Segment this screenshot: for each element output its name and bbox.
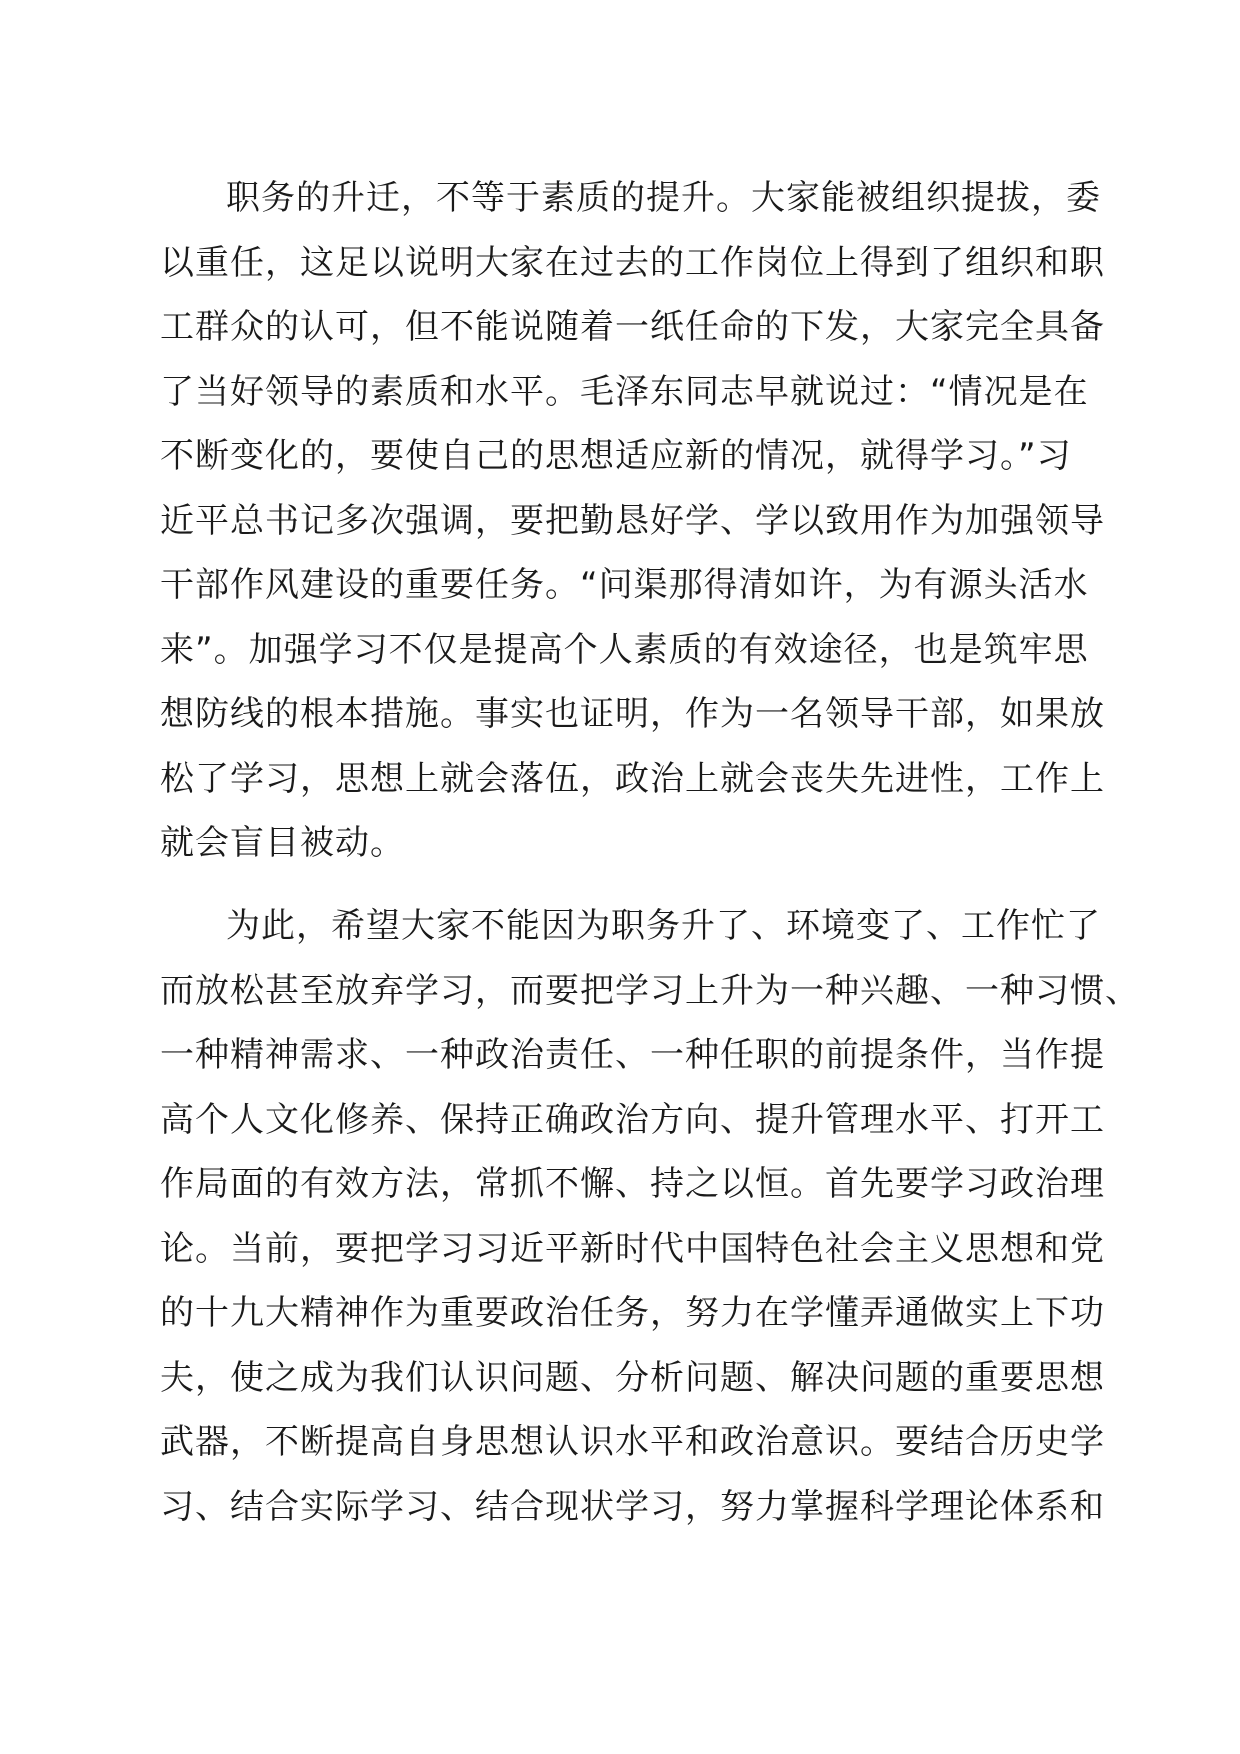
text-line: 一种精神需求、一种政治责任、一种任职的前提条件，当作提 [160,1035,1105,1075]
text-line: 松了学习，思想上就会落伍，政治上就会丧失先进性，工作上 [160,758,1105,799]
text-line: 武器，不断提高自身思想认识水平和政治意识。要结合历史学 [160,1422,1105,1462]
text-line: 为此，希望大家不能因为职务升了、环境变了、工作忙了 [226,906,1101,946]
paragraph-1 [160,166,1105,876]
text-line: 工群众的认可，但不能说随着一纸任命的下发，大家完全具备 [160,307,1105,347]
text-line: 而放松甚至放弃学习，而要把学习上升为一种兴趣、一种习惯、 [160,970,1140,1011]
text-line: 想防线的根本措施。事实也证明，作为一名领导干部，如果放 [160,694,1105,734]
text-line: 夫，使之成为我们认识问题、分析问题、解决问题的重要思想 [160,1357,1105,1398]
text-line: 作局面的有效方法，常抓不懈、持之以恒。首先要学习政治理 [160,1164,1105,1204]
text-line: 的十九大精神作为重要政治任务，努力在学懂弄通做实上下功 [160,1293,1105,1333]
text-line: 来”。加强学习不仅是提高个人素质的有效途径，也是筑牢思 [160,629,1089,670]
text-line: 习、结合实际学习、结合现状学习，努力掌握科学理论体系和 [160,1486,1105,1527]
text-line: 干部作风建设的重要任务。“问渠那得清如许，为有源头活水 [160,565,1089,605]
text-line: 论。当前，要把学习习近平新时代中国特色社会主义思想和党 [160,1228,1105,1269]
text-line: 不断变化的，要使自己的思想适应新的情况，就得学习。”习 [160,436,1072,476]
text-line: 近平总书记多次强调，要把勤恳好学、学以致用作为加强领导 [160,500,1105,541]
paragraph-2 [160,894,1140,1539]
text-line: 高个人文化修养、保持正确政治方向、提升管理水平、打开工 [160,1099,1105,1140]
text-line: 就会盲目被动。 [160,823,405,863]
text-line: 职务的升迁，不等于素质的提升。大家能被组织提拔，委 [226,178,1101,218]
text-line: 了当好领导的素质和水平。毛泽东同志早就说过：“情况是在 [160,371,1089,412]
text-line: 以重任，这足以说明大家在过去的工作岗位上得到了组织和职 [160,242,1105,283]
